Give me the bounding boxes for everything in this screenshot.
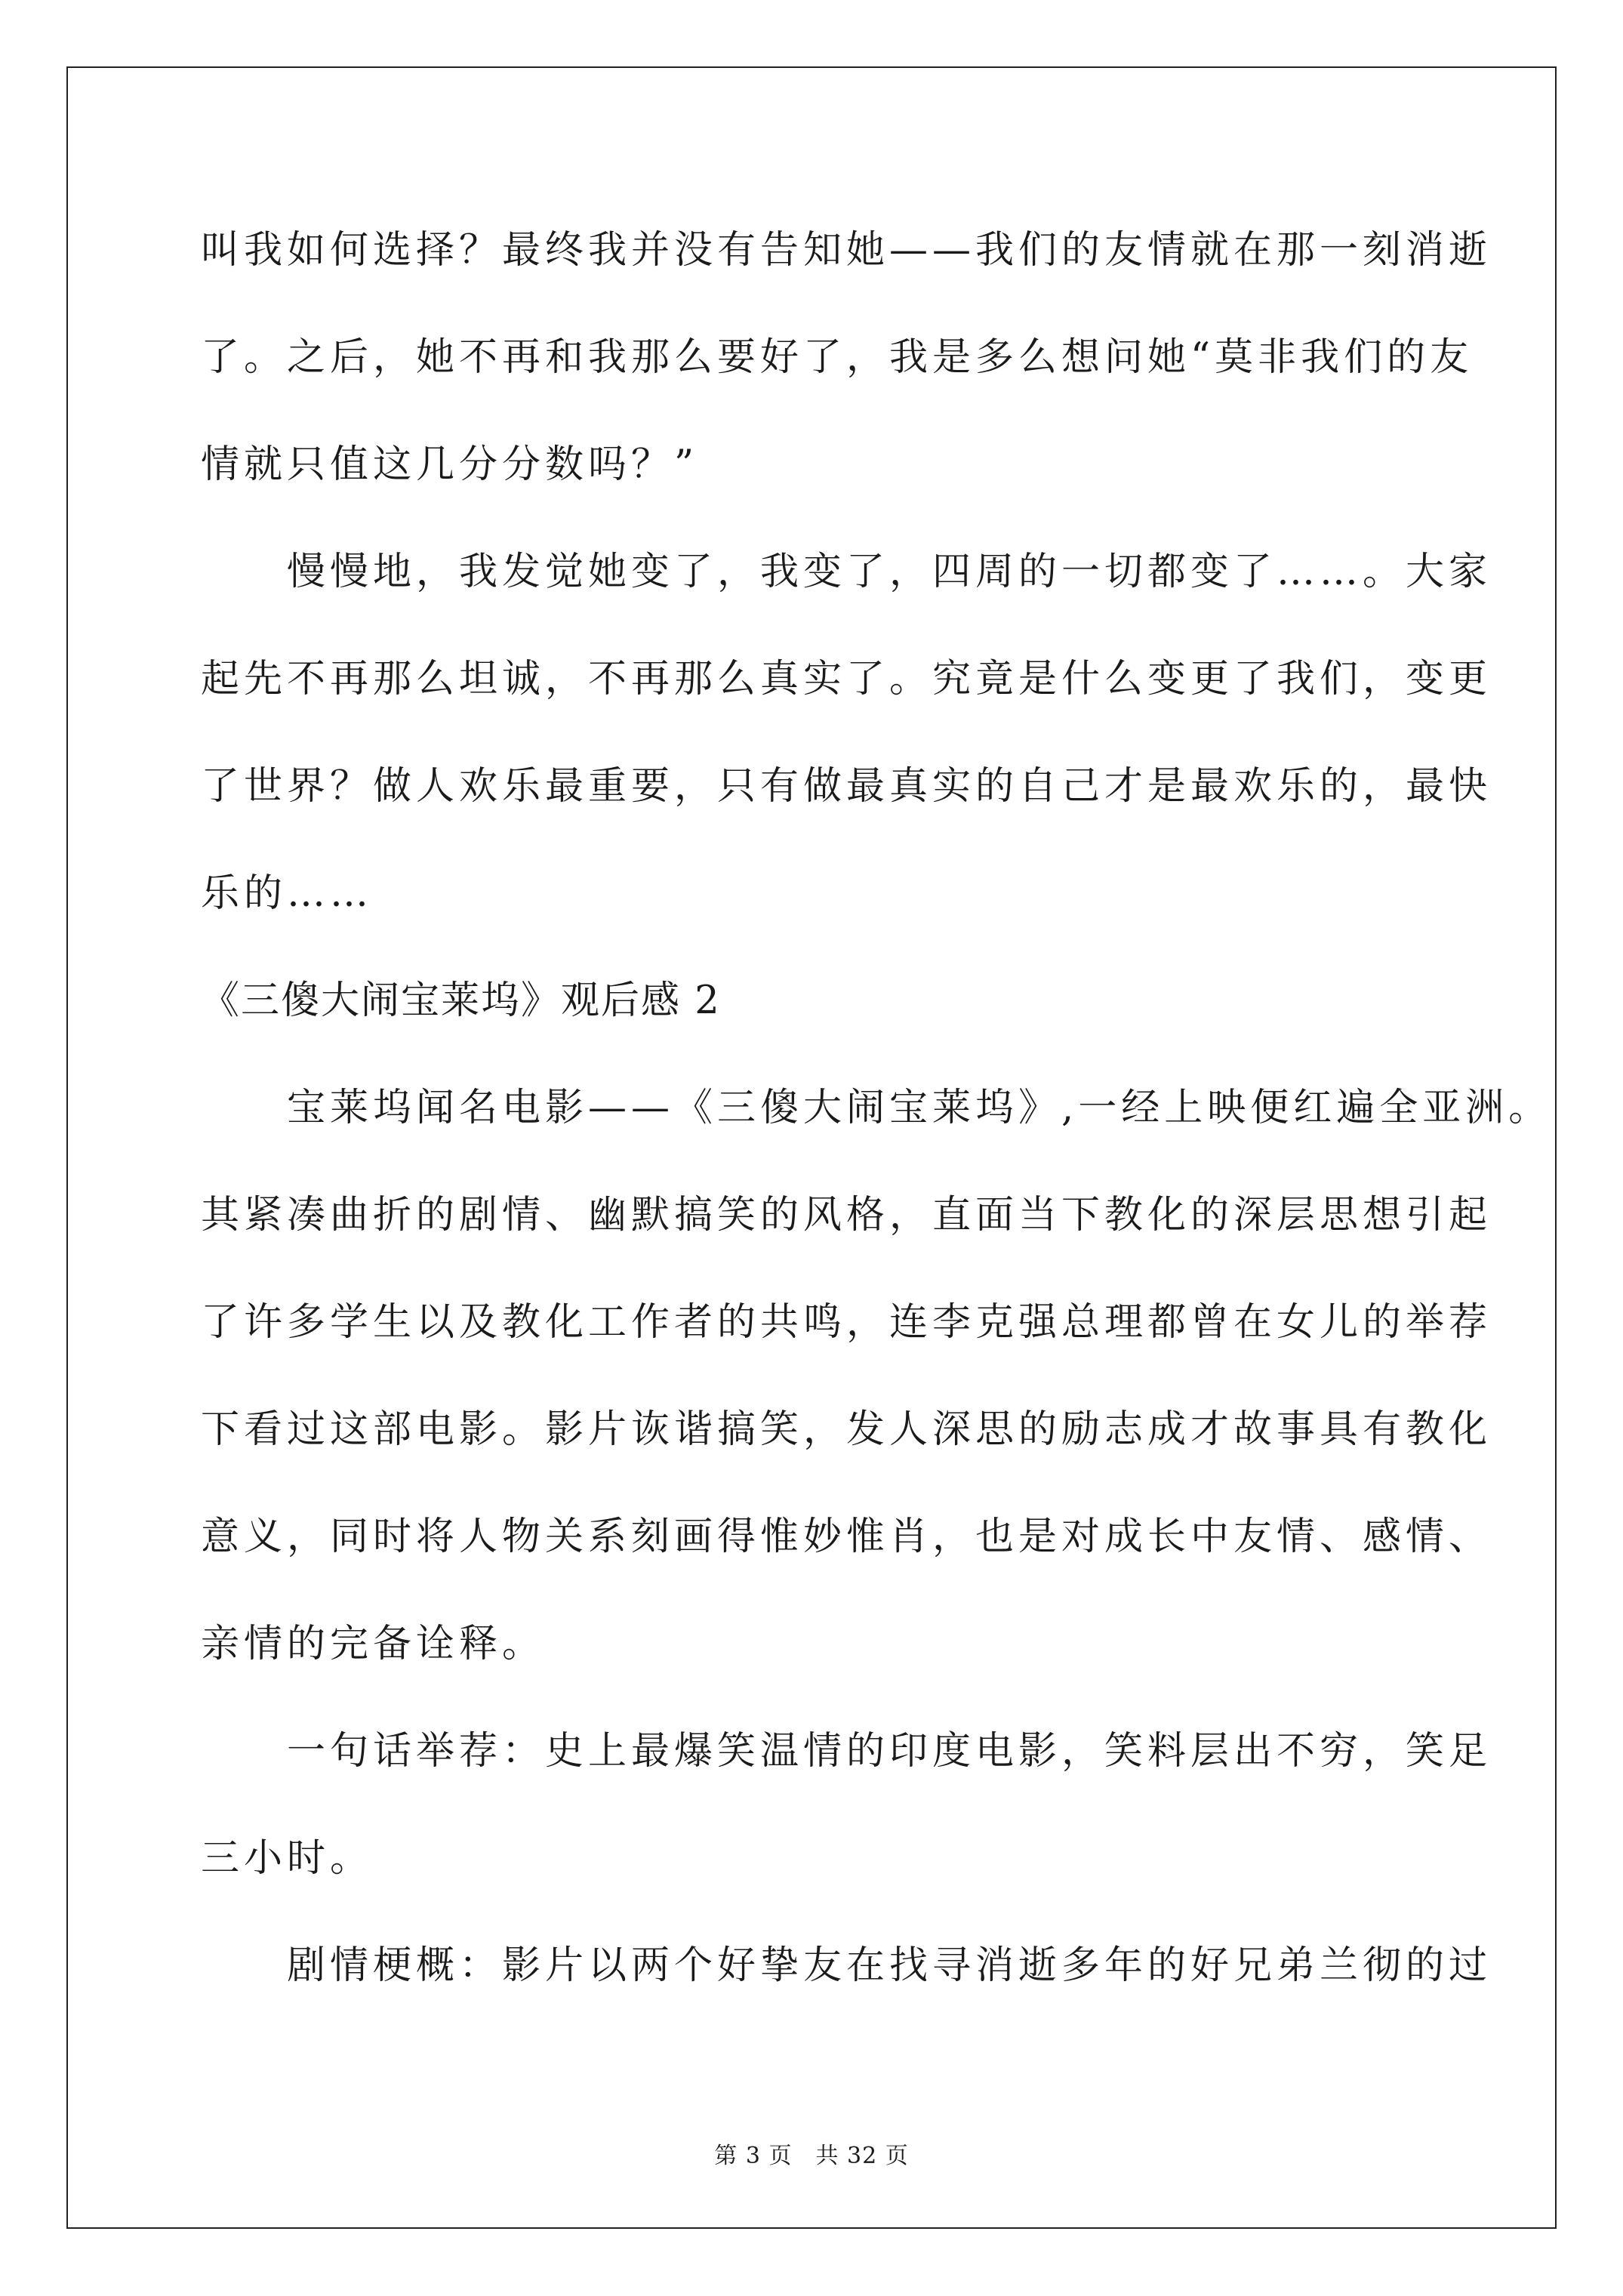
section-title: 《三傻大闹宝莱坞》观后感 2 (201, 978, 721, 1023)
page-border (66, 66, 1557, 2229)
text-line: 其紧凑曲折的剧情、幽默搞笑的风格，直面当下教化的深层思想引起 (201, 1193, 1492, 1237)
text-line: 剧情梗概：影片以两个好挚友在找寻消逝多年的好兄弟兰彻的过 (201, 1943, 1492, 1988)
text-line: 起先不再那么坦诚，不再那么真实了。究竟是什么变更了我们，变更 (201, 657, 1492, 701)
text-line: 下看过这部电影。影片诙谐搞笑，发人深思的励志成才故事具有教化 (201, 1407, 1492, 1452)
text-line: 了许多学生以及教化工作者的共鸣，连李克强总理都曾在女儿的举荐 (201, 1300, 1492, 1345)
text-line: 一句话举荐：史上最爆笑温情的印度电影，笑料层出不穷，笑足 (201, 1729, 1492, 1774)
text-line: 叫我如何选择？最终我并没有告知她——我们的友情就在那一刻消逝 (201, 228, 1492, 273)
text-line: 亲情的完备诠释。 (201, 1622, 546, 1666)
text-line: 情就只值这几分分数吗？” (201, 442, 699, 487)
text-line: 了。之后，她不再和我那么要好了，我是多么想问她“莫非我们的友 (201, 335, 1474, 380)
text-line: 乐的…… (201, 871, 374, 916)
text-line: 慢慢地，我发觉她变了，我变了，四周的一切都变了……。大家 (201, 550, 1492, 594)
page-number: 第 3 页 共 32 页 (714, 2143, 909, 2169)
text-line: 三小时。 (201, 1836, 374, 1881)
text-line: 宝莱坞闻名电影——《三傻大闹宝莱坞》,一经上映便红遍全亚洲。 (201, 1086, 1552, 1130)
text-line: 意义，同时将人物关系刻画得惟妙惟肖，也是对成长中友情、感情、 (201, 1515, 1492, 1559)
text-line: 了世界？做人欢乐最重要，只有做最真实的自己才是最欢乐的，最快 (201, 764, 1492, 809)
